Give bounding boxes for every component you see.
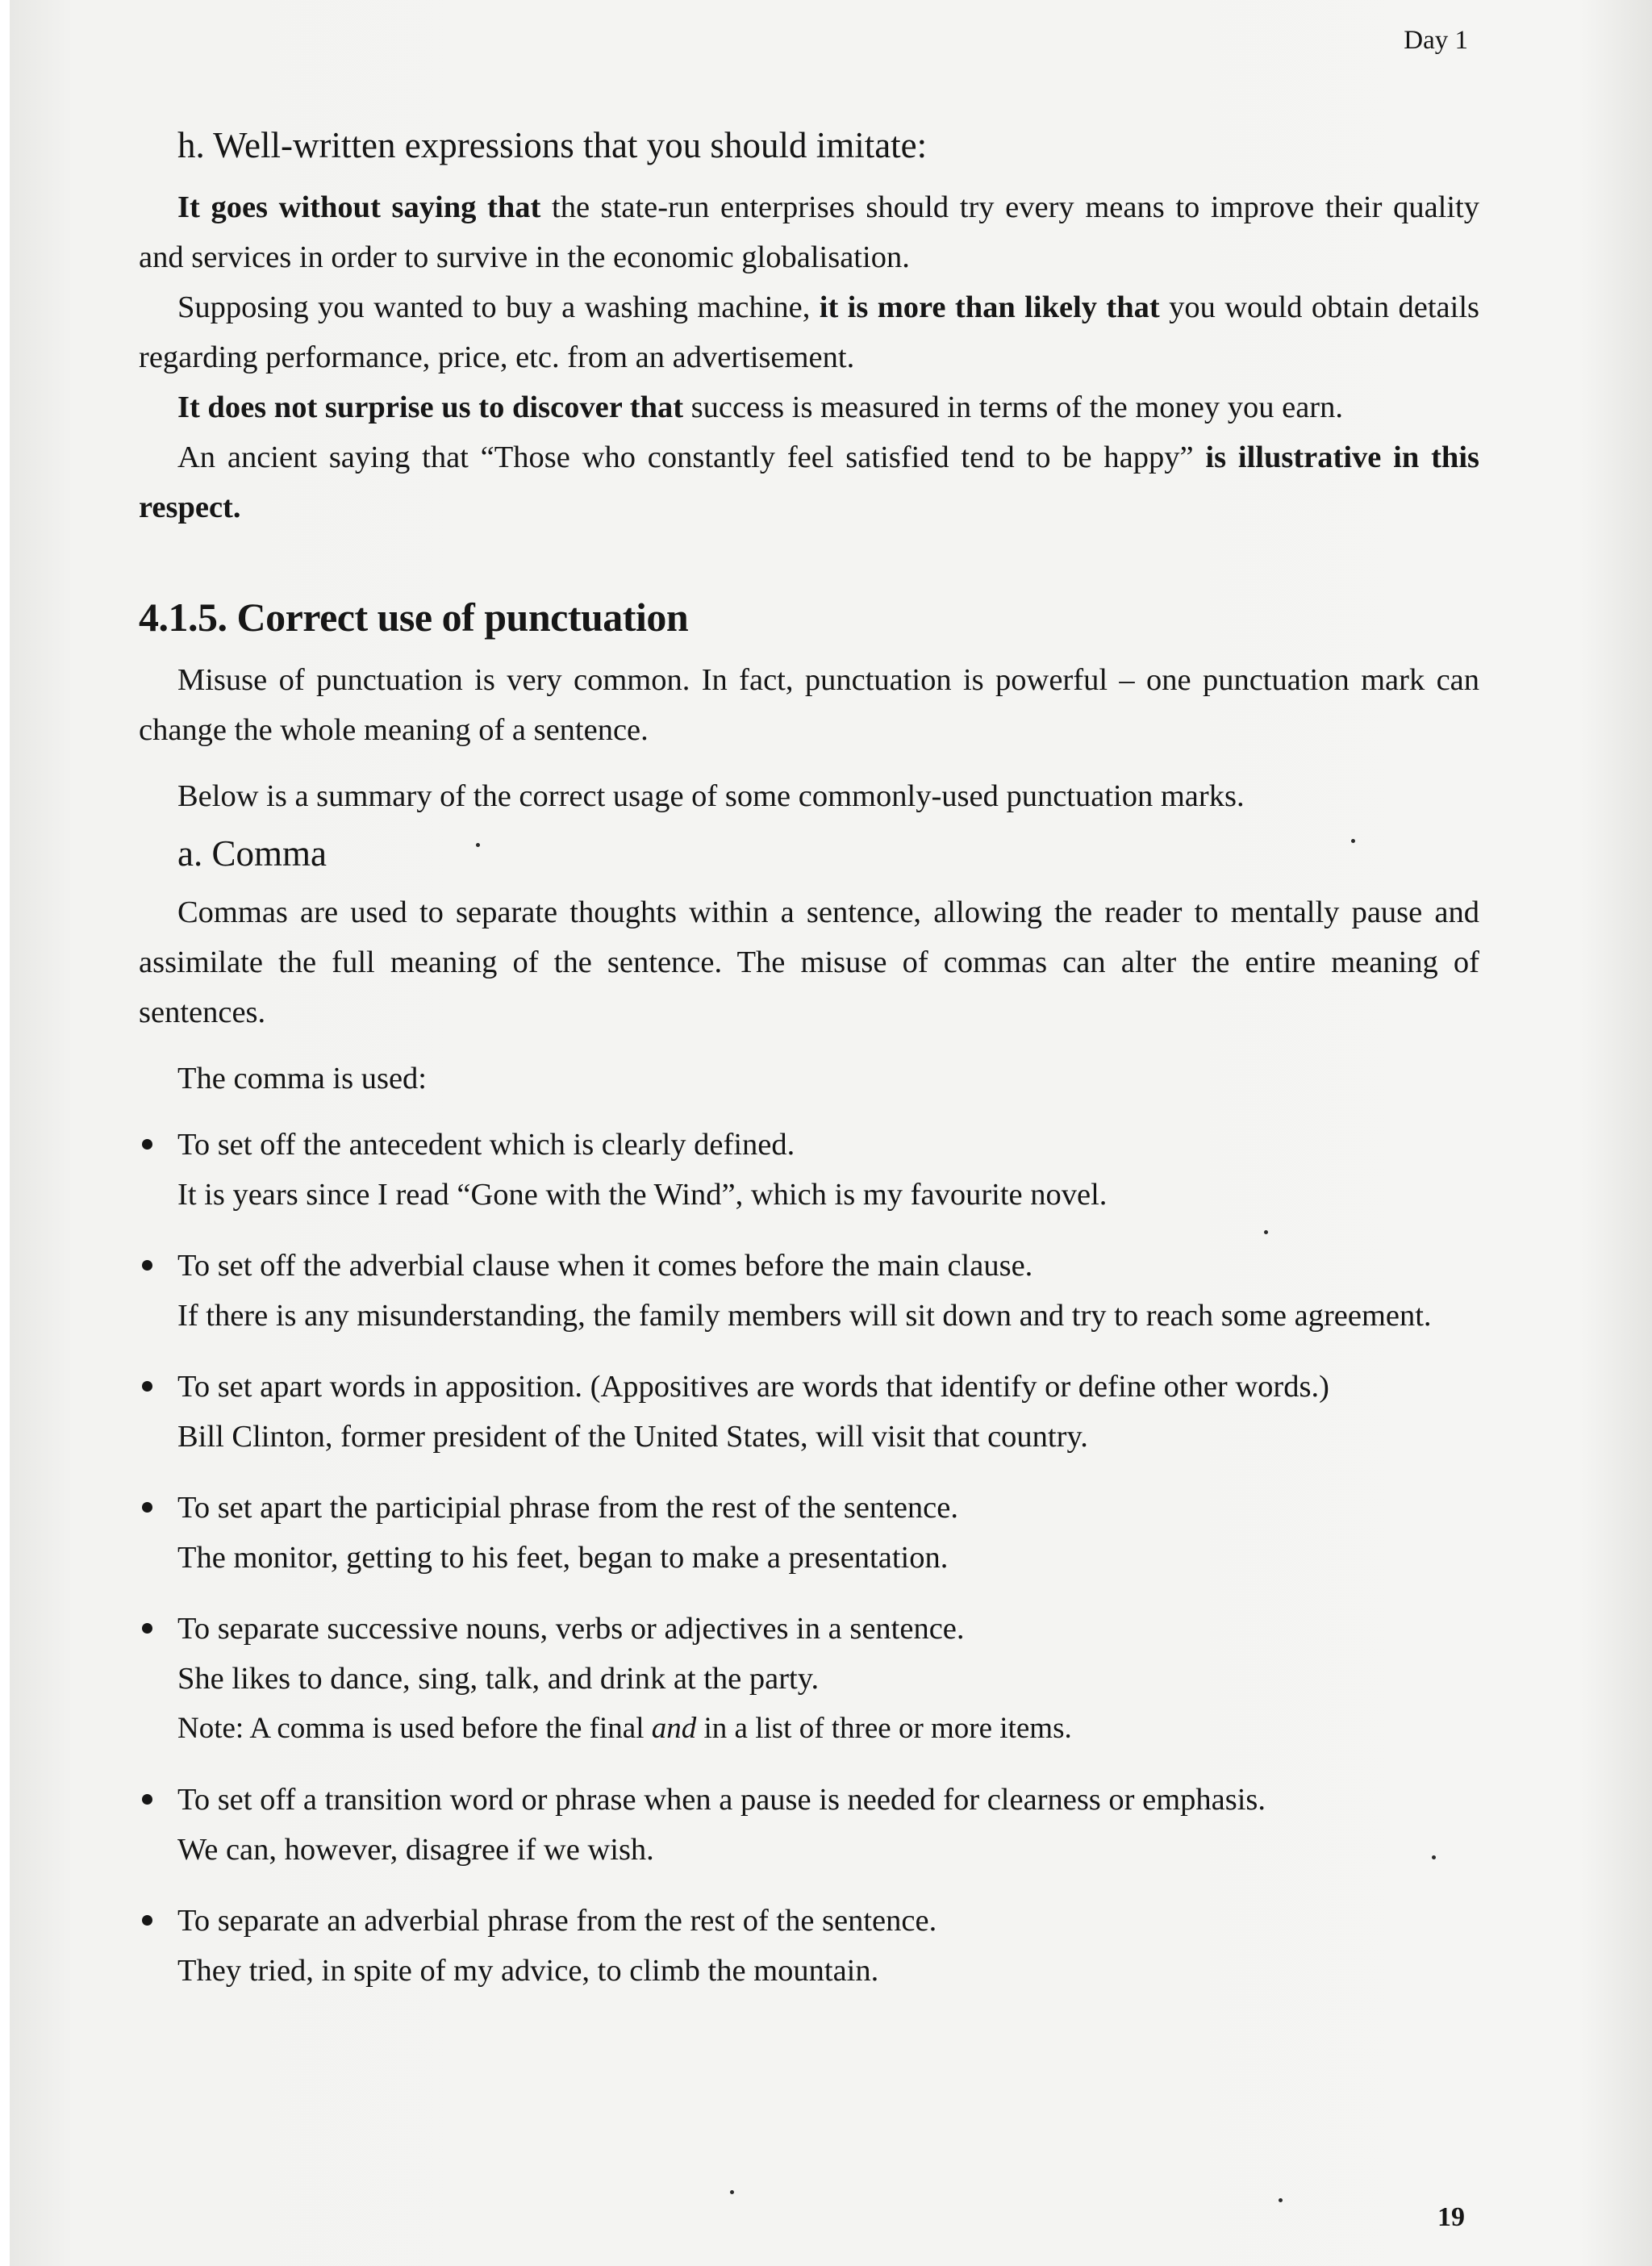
bullet-example: Bill Clinton, former president of the United States, will visit that country. <box>177 1420 1088 1454</box>
comma-heading: a. Comma <box>177 833 327 874</box>
list-item <box>139 1775 1479 1875</box>
print-speck <box>1279 2198 1283 2202</box>
bullet-note: Note: A comma is used before the final and in a list of three or more items. <box>177 1712 1072 1745</box>
bullet-example: She likes to dance, sing, talk, and drink at the party. <box>177 1662 820 1696</box>
punctuation-summary: Below is a summary of the correct usage of some commonly-used punctuation marks. <box>177 779 1245 813</box>
section-heading-4-1-5: 4.1.5. Correct use of punctuation <box>139 595 689 640</box>
bullet-rule: To set apart the participial phrase from the rest of the sentence. <box>139 1483 1479 1533</box>
list-item <box>139 1896 1479 1996</box>
print-speck <box>1432 1855 1436 1859</box>
list-item <box>139 1241 1479 1341</box>
bullet-rule: To set apart words in apposition. (Appositives are words that identify or define other words.) <box>139 1362 1479 1412</box>
print-speck <box>1351 839 1355 843</box>
page-content <box>139 121 1479 2017</box>
expression-paragraph-2: Supposing you wanted to buy a washing machine, it is more than likely that you would obtain details regarding performance, price, etc. from an advertisement. <box>139 290 1479 374</box>
running-head: Day 1 <box>1404 26 1468 55</box>
list-item <box>139 1604 1479 1754</box>
expression-paragraph-4: An ancient saying that “Those who constantly feel satisfied tend to be happy” is illustrative in this respect. <box>139 440 1479 524</box>
bullet-example: It is years since I read “Gone with the Wind”, which is my favourite novel. <box>177 1178 1108 1212</box>
page-edge <box>0 0 10 2266</box>
bullet-example: The monitor, getting to his feet, began to make a presentation. <box>177 1541 949 1575</box>
bullet-rule: To set off the adverbial clause when it comes before the main clause. <box>139 1241 1479 1291</box>
bullet-rule: To set off the antecedent which is clearly defined. <box>139 1120 1479 1170</box>
bullet-rule: To set off a transition word or phrase when a pause is needed for clearness or emphasis. <box>139 1775 1479 1825</box>
comma-intro: Commas are used to separate thoughts within a sentence, allowing the reader to mentally pause and assimilate the full meaning of the sentence. The misuse of commas can alter the entire meaning of sentences. <box>139 895 1479 1029</box>
print-speck <box>730 2190 734 2194</box>
list-item <box>139 1362 1479 1462</box>
bullet-example: If there is any misunderstanding, the family members will sit down and try to reach some agreement. <box>177 1299 1432 1333</box>
bullet-rule: To separate an adverbial phrase from the rest of the sentence. <box>139 1896 1479 1946</box>
comma-used-label: The comma is used: <box>177 1062 427 1095</box>
subsection-h-heading: h. Well-written expressions that you should imitate: <box>177 125 928 165</box>
list-item <box>139 1483 1479 1583</box>
punctuation-intro: Misuse of punctuation is very common. In fact, punctuation is powerful – one punctuation mark can change the whole meaning of a sentence. <box>139 663 1479 747</box>
expression-paragraph-3: It does not surprise us to discover that success is measured in terms of the money you earn. <box>177 390 1343 424</box>
bullet-rule: To separate successive nouns, verbs or adjectives in a sentence. <box>139 1604 1479 1654</box>
bullet-example: We can, however, disagree if we wish. <box>177 1833 654 1867</box>
print-speck <box>476 843 480 847</box>
bullet-example: They tried, in spite of my advice, to climb the mountain. <box>177 1954 879 1988</box>
expression-paragraph-1: It goes without saying that the state-run enterprises should try every means to improve their quality and services in order to survive in the economic globalisation. <box>139 190 1480 274</box>
list-item <box>139 1120 1479 1220</box>
page-number: 19 <box>1437 2202 1465 2232</box>
print-speck <box>1264 1230 1268 1234</box>
comma-uses-list <box>139 1120 1479 1996</box>
